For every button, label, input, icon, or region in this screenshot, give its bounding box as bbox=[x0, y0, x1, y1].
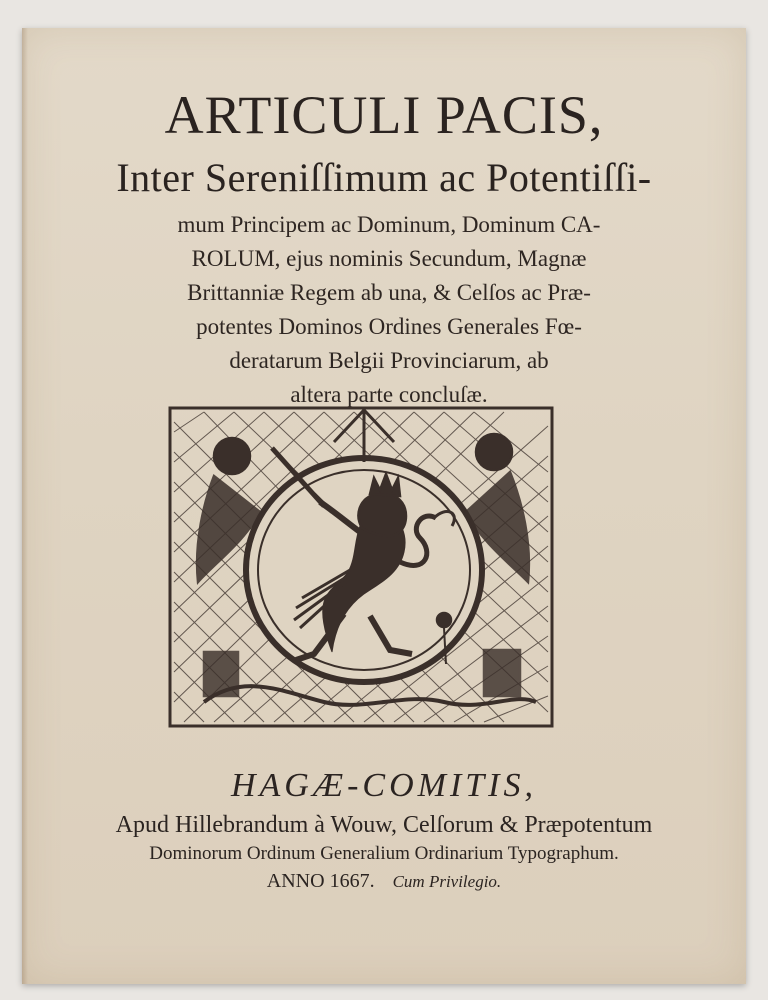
imprint-year: ANNO 1667. bbox=[266, 870, 375, 892]
body-line: altera parte concluſæ. bbox=[290, 382, 488, 407]
body-line: mum Principem ac Dominum, Dominum CA- bbox=[177, 212, 601, 237]
imprint-printer: Apud Hillebrandum à Wouw, Celſorum & Præpotentum bbox=[115, 812, 653, 838]
dutch-lion-woodcut-icon bbox=[164, 402, 558, 732]
page-subtitle: Inter Sereniſſimum ac Potentiſſi- bbox=[116, 155, 652, 200]
body-line: ROLUM, ejus nominis Secundum, Magnæ bbox=[191, 246, 587, 271]
imprint bbox=[22, 766, 746, 895]
imprint-city: HAGÆ-COMITIS, bbox=[230, 767, 538, 804]
imprint-office: Dominorum Ordinum Generalium Ordinarium Typographum. bbox=[149, 843, 619, 864]
body-line: deratarum Belgii Provinciarum, ab bbox=[229, 348, 549, 373]
body-line: potentes Dominos Ordines Generales Fœ- bbox=[196, 314, 582, 339]
page-title: ARTICULI PACIS, bbox=[164, 85, 604, 145]
body-line: Brittanniæ Regem ab una, & Celſos ac Præ- bbox=[187, 280, 591, 305]
imprint-year-line bbox=[22, 868, 746, 895]
document-page bbox=[22, 28, 746, 984]
title-continuation bbox=[102, 208, 676, 412]
imprint-privilege: Cum Privilegio. bbox=[392, 872, 502, 891]
